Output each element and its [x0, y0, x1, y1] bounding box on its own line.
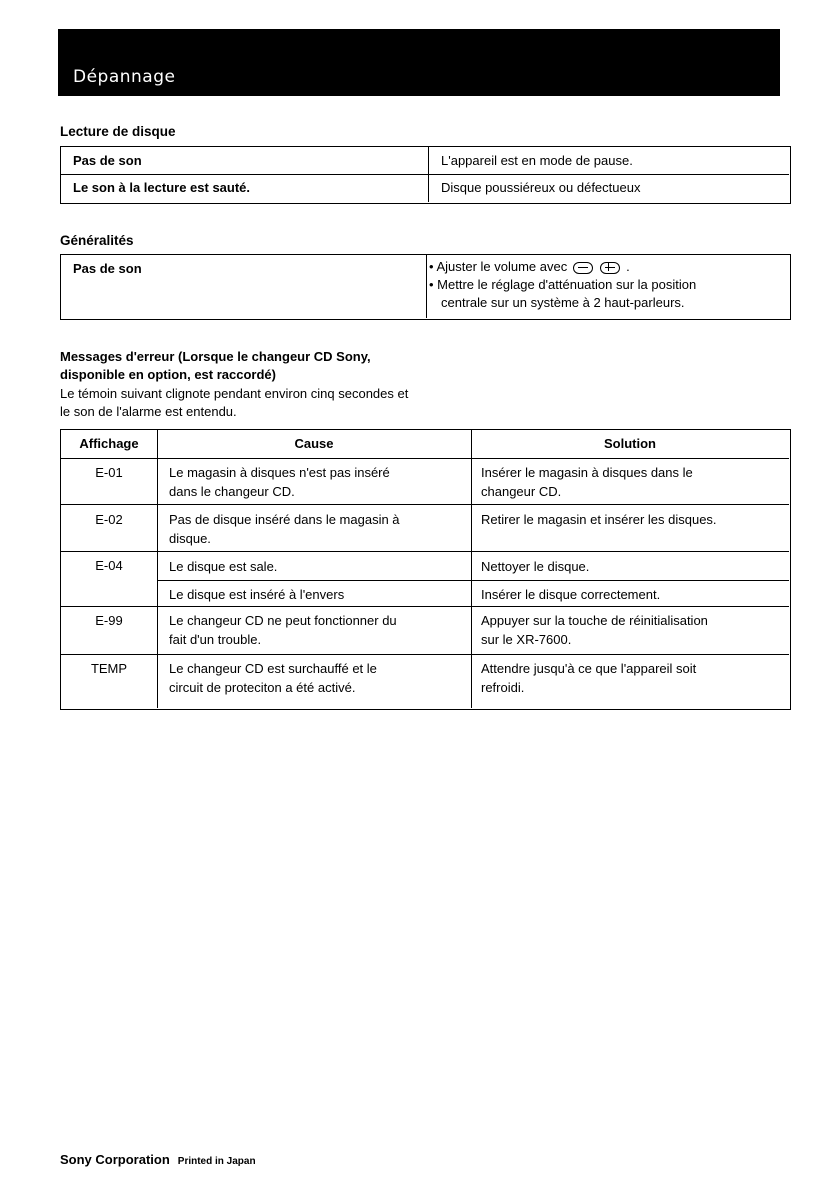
bullet-volume-text: • Ajuster le volume avec [429, 259, 568, 274]
header-display: Affichage [79, 436, 139, 451]
row-divider [61, 504, 789, 505]
problem-no-sound-general: Pas de son [73, 261, 142, 276]
code-temp: TEMP [90, 661, 128, 676]
bullet-attenuation-2: centrale sur un système à 2 haut-parleurs. [441, 295, 685, 310]
row-divider [61, 606, 789, 607]
bullet-volume [429, 257, 630, 276]
solution-e99-1: Appuyer sur la touche de réinitialisation [481, 613, 708, 628]
bullet-attenuation: • Mettre le réglage d'atténuation sur la position [429, 277, 697, 292]
cause-e99-2: fait d'un trouble. [169, 632, 262, 647]
solution-e02-1: Retirer le magasin et insérer les disques. [481, 512, 717, 527]
row-divider [61, 654, 789, 655]
volume-up-icon [600, 262, 620, 274]
header-bar [58, 29, 780, 96]
cause-e02-2: disque. [169, 531, 211, 546]
error-messages-text-2: le son de l'alarme est entendu. [60, 404, 237, 419]
remedy-dusty: Disque poussiéreux ou défectueux [441, 180, 641, 195]
section-heading-general: Généralités [60, 233, 134, 248]
header-divider [61, 458, 789, 459]
code-e04: E-04 [95, 558, 123, 573]
solution-e01-1: Insérer le magasin à disques dans le [481, 465, 693, 480]
col-divider [157, 430, 158, 708]
cause-e04-2: Le disque est inséré à l'envers [169, 587, 345, 602]
solution-e04-2: Insérer le disque correctement. [481, 587, 661, 602]
footer-printed: Printed in Japan [177, 1156, 256, 1167]
col-divider [471, 430, 472, 708]
code-e02: E-02 [95, 512, 123, 527]
error-messages-text-1: Le témoin suivant clignote pendant environ cinq secondes et [60, 386, 409, 401]
solution-e01-2: changeur CD. [481, 484, 562, 499]
header-cause: Cause [294, 436, 334, 451]
cause-temp-2: circuit de proteciton a été activé. [169, 680, 356, 695]
cause-temp-1: Le changeur CD est surchauffé et le [169, 661, 377, 676]
row-divider [61, 174, 789, 175]
code-e99: E-99 [95, 613, 123, 628]
problem-skip: Le son à la lecture est sauté. [73, 180, 251, 195]
problem-no-sound: Pas de son [73, 153, 142, 168]
footer [60, 1152, 256, 1167]
section-heading-disc-playback: Lecture de disque [60, 124, 176, 139]
code-e01: E-01 [95, 465, 123, 480]
disc-playback-table [60, 146, 791, 204]
error-messages-heading-1: Messages d'erreur (Lorsque le changeur CD Sony, [60, 349, 371, 364]
cause-e01-1: Le magasin à disques n'est pas inséré [169, 465, 390, 480]
solution-e04-1: Nettoyer le disque. [481, 559, 590, 574]
cause-e99-1: Le changeur CD ne peut fonctionner du [169, 613, 397, 628]
volume-down-icon [573, 262, 593, 274]
col-divider [426, 255, 427, 318]
remedy-pause: L'appareil est en mode de pause. [441, 153, 633, 168]
solution-temp-1: Attendre jusqu'à ce que l'appareil soit [481, 661, 697, 676]
header-solution: Solution [604, 436, 656, 451]
cause-e04-1: Le disque est sale. [169, 559, 278, 574]
general-table [60, 254, 791, 320]
cause-e02-1: Pas de disque inséré dans le magasin à [169, 512, 400, 527]
row-divider [61, 551, 789, 552]
error-table [60, 429, 791, 710]
solution-e99-2: sur le XR-7600. [481, 632, 572, 647]
solution-temp-2: refroidi. [481, 680, 525, 695]
page-title: Dépannage [73, 67, 176, 87]
cause-e01-2: dans le changeur CD. [169, 484, 295, 499]
col-divider [428, 147, 429, 202]
row-divider [157, 580, 789, 581]
footer-company: Sony Corporation [60, 1152, 170, 1167]
bullet-volume-end: . [626, 259, 630, 274]
error-messages-heading-2: disponible en option, est raccordé) [60, 367, 276, 382]
